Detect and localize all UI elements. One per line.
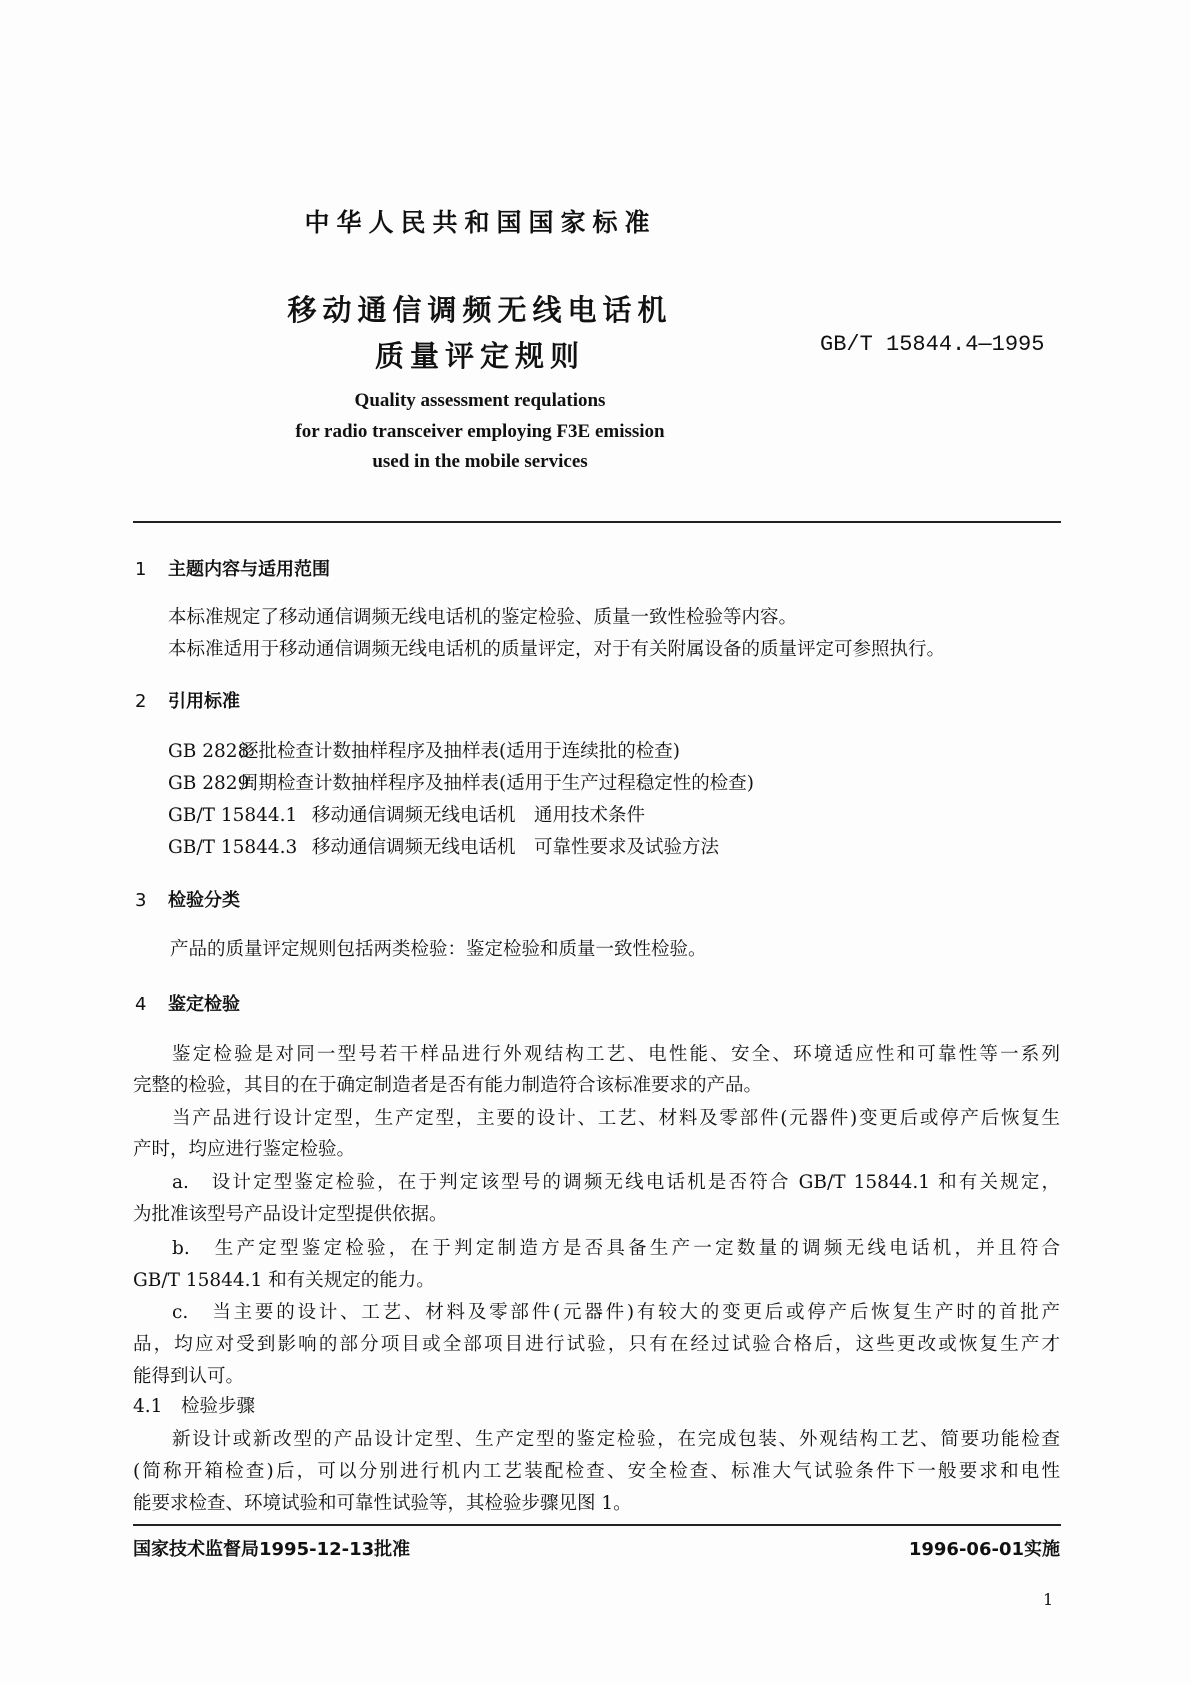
paragraph-line: 鉴定检验是对同一型号若干样品进行外观结构工艺、电性能、安全、环境适应性和可靠性等一系列 [172,1044,1060,1065]
effective-date: 1996-06-01实施 [908,1539,1060,1560]
paragraph-line: 能要求检查、环境试验和可靠性试验等，其检验步骤见图 1。 [133,1493,632,1514]
footer-divider [133,1524,1061,1526]
reference-item [168,772,754,796]
paragraph-line: 能得到认可。 [133,1366,245,1387]
list-item-b: b. 生产定型鉴定检验，在于判定制造方是否具备生产一定数量的调频无线电话机，并且符合 [172,1238,1060,1259]
paragraph-line: 品，均应对受到影响的部分项目或全部项目进行试验，只有在经过试验合格后，这些更改或恢复生产才 [133,1334,1060,1355]
reference-item [168,804,645,828]
paragraph-line: 产品的质量评定规则包括两类检验：鉴定检验和质量一致性检验。 [170,939,707,960]
page-number: 1 [1043,1590,1054,1609]
national-standard-heading: 中华人民共和国国家标准 [304,208,657,237]
english-title-2: for radio transceiver employing F3E emission [295,421,665,442]
reference-title: 周期检查计数抽样程序及抽样表(适用于生产过程稳定性的检查) [240,773,754,794]
reference-item [168,836,719,860]
section-title: 鉴定检验 [168,994,240,1015]
section-title: 检验分类 [168,890,240,911]
english-title-1: Quality assessment requlations [354,390,606,411]
section-number: 2 [135,691,147,712]
list-item-a: a. 设计定型鉴定检验，在于判定该型号的调频无线电话机是否符合 GB/T 15844.1 和有关规定， [172,1172,1060,1193]
section-number: 1 [135,559,147,580]
paragraph-line: 本标准规定了移动通信调频无线电话机的鉴定检验、质量一致性检验等内容。 [168,607,798,628]
paragraph-line: 新设计或新改型的产品设计定型、生产定型的鉴定检验，在完成包装、外观结构工艺、简要功能检查 [172,1429,1060,1450]
section-number: 4 [135,994,147,1015]
paragraph-line: 完整的检验，其目的在于确定制造者是否有能力制造符合该标准要求的产品。 [133,1075,763,1096]
list-item-c: c. 当主要的设计、工艺、材料及零部件(元器件)有较大的变更后或停产后恢复生产时的首批产 [172,1302,1060,1323]
reference-title: 逐批检查计数抽样程序及抽样表(适用于连续批的检查) [240,741,680,762]
section-title: 引用标准 [168,691,240,712]
reference-title: 移动通信调频无线电话机 可靠性要求及试验方法 [312,837,720,858]
section-number: 4.1 [133,1396,163,1417]
title-line-1: 移动通信调频无线电话机 [287,293,673,327]
section-1-heading [135,555,330,581]
header-divider [133,521,1061,523]
english-title-3: used in the mobile services [372,451,588,472]
approval-date: 国家技术监督局1995-12-13批准 [133,1539,411,1560]
title-line-2: 质量评定规则 [374,339,585,373]
reference-code: GB 2828 [168,741,250,762]
reference-code: GB 2829 [168,773,250,794]
paragraph-line: (简称开箱检查)后，可以分别进行机内工艺装配检查、安全检查、标准大气试验条件下一般要求和电性 [133,1461,1060,1482]
reference-title: 移动通信调频无线电话机 通用技术条件 [312,805,646,826]
reference-item [168,740,680,764]
section-title: 检验步骤 [181,1396,256,1417]
paragraph-line: 本标准适用于移动通信调频无线电话机的质量评定，对于有关附属设备的质量评定可参照执行。 [168,639,946,660]
subsection-4-1-heading [133,1395,255,1419]
section-4-heading [135,990,240,1016]
section-2-heading [135,687,240,713]
reference-code: GB/T 15844.1 [168,805,298,826]
section-3-heading [135,886,240,912]
section-title: 主题内容与适用范围 [168,559,330,580]
reference-code: GB/T 15844.3 [168,837,298,858]
section-number: 3 [135,890,147,911]
standard-code: GB/T 15844.4—1995 [820,332,1045,357]
paragraph-line: 为批准该型号产品设计定型提供依据。 [133,1204,448,1225]
paragraph-line: 当产品进行设计定型，生产定型，主要的设计、工艺、材料及零部件(元器件)变更后或停产后恢复生 [172,1108,1060,1129]
paragraph-line: GB/T 15844.1 和有关规定的能力。 [133,1270,435,1291]
paragraph-line: 产时，均应进行鉴定检验。 [133,1139,356,1160]
